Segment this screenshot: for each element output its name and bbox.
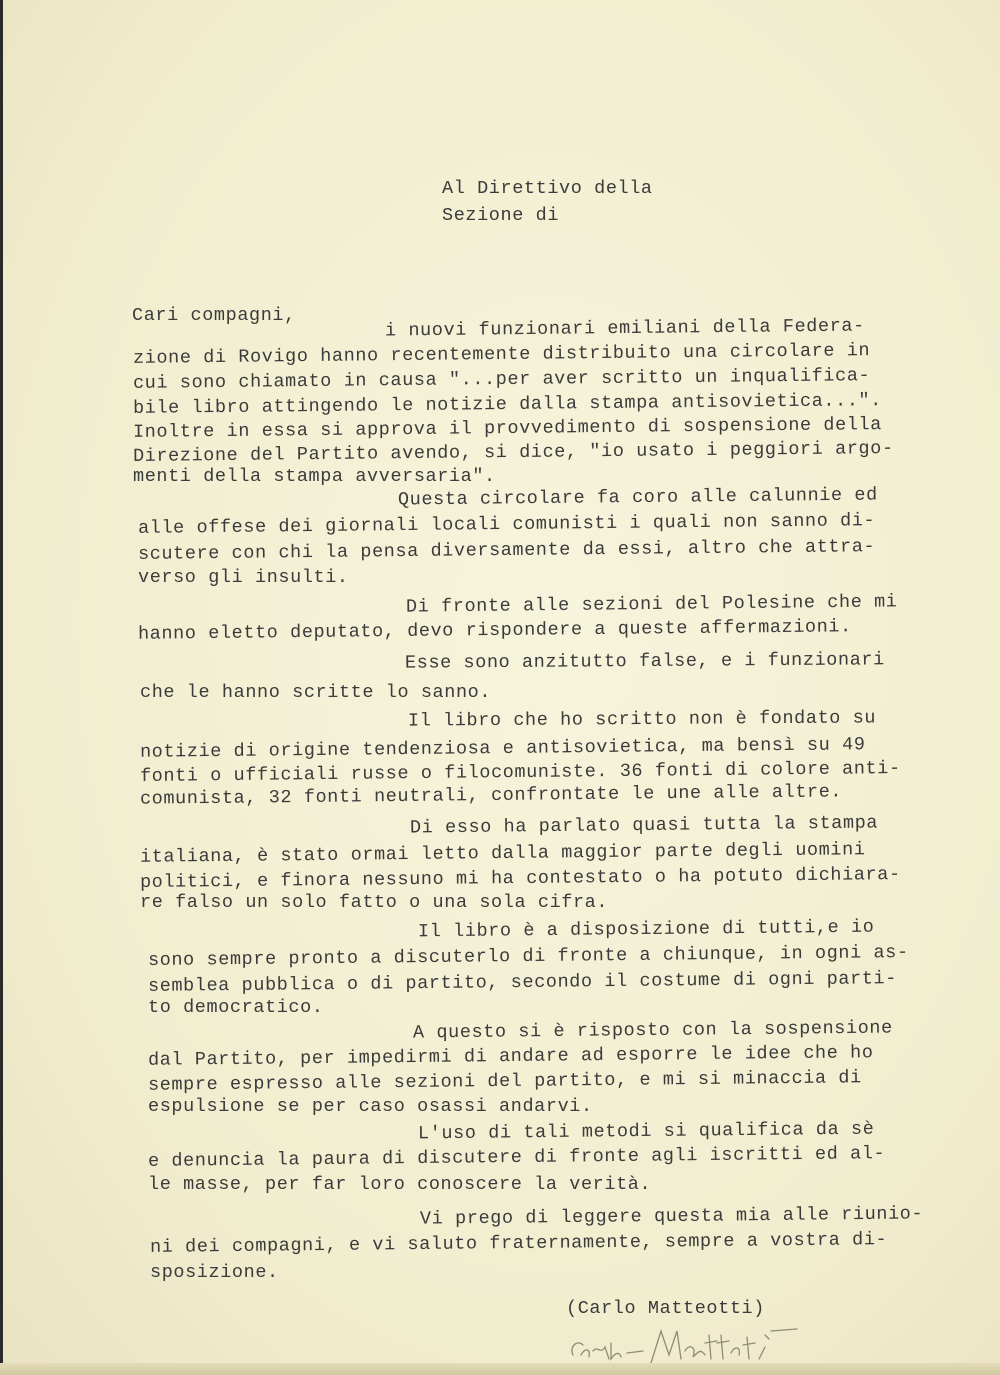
body-line: sposizione. <box>150 1262 279 1283</box>
salutation: Cari compagni, <box>132 305 296 326</box>
scan-bottom-edge <box>0 1363 1000 1375</box>
body-line: le masse, per far loro conoscere la verità. <box>148 1174 652 1195</box>
body-line: comunista, 32 fonti neutrali, confrontate le une alle altre. <box>139 781 843 810</box>
body-line: L'uso di tali metodi si qualifica da sè <box>417 1118 875 1145</box>
body-line: Direzione del Partito avendo, si dice, "io usato i peggiori argo- <box>132 438 894 467</box>
body-line: re falso un solo fatto o una sola cifra. <box>140 892 609 913</box>
body-line: hanno eletto deputato, devo rispondere a queste affermazioni. <box>137 616 852 645</box>
body-line: e denuncia la paura di discutere di fronte agli iscritti ed al- <box>147 1143 886 1172</box>
body-line: to democratico. <box>148 997 324 1018</box>
body-line: notizie di origine tendenziosa e antisovietica, ma bensì su 49 <box>139 734 866 763</box>
body-line: fonti o ufficiali russe o filocomuniste. 36 fonti di colore anti- <box>139 758 901 787</box>
body-line: Di esso ha parlato quasi tutta la stampa <box>409 812 879 839</box>
signer-name: (Carlo Matteotti) <box>566 1298 765 1319</box>
body-line: Il libro che ho scritto non è fondato su <box>407 707 877 732</box>
body-line: Inoltre in essa si approva il provvedimento di sospensione della <box>132 414 883 443</box>
body-line: che le hanno scritte lo sanno. <box>140 682 492 703</box>
body-line: Esse sono anzitutto false, e i funzionari <box>404 649 885 674</box>
body-line: italiana, è stato ormai letto dalla maggior parte degli uomini <box>139 839 866 868</box>
scan-edge <box>0 0 3 1375</box>
body-line: ni dei compagni, e vi saluto fraternamente, sempre a vostra di- <box>149 1229 888 1258</box>
body-line: cui sono chiamato in causa "...per aver scritto un inqualifica- <box>132 365 871 394</box>
body-line: alle offese dei giornali locali comunisti i quali non sanno di- <box>137 510 876 539</box>
body-line: i nuovi funzionari emiliani della Federa- <box>384 315 865 342</box>
body-line: A questo si è risposto con la sospensione <box>412 1017 893 1044</box>
addressee-line-1: Al Direttivo della <box>442 178 653 199</box>
body-line: Il libro è a disposizione di tutti,e io <box>417 916 875 943</box>
body-line: bile libro attingendo le notizie dalla stampa antisovietica...". <box>132 390 883 419</box>
body-line: verso gli insulti. <box>138 567 349 588</box>
body-line: dal Partito, per impedirmi di andare ad esporre le idee che ho <box>147 1042 874 1071</box>
body-line: Di fronte alle sezioni del Polesine che mi <box>405 591 898 618</box>
addressee-line-2: Sezione di <box>442 205 560 226</box>
body-line: sono sempre pronto a discuterlo di fronte a chiunque, in ogni as- <box>147 942 909 971</box>
body-line: espulsione se per caso osassi andarvi. <box>148 1096 593 1117</box>
body-line: sempre espresso alle sezioni del partito, e mi si minaccia di <box>147 1067 862 1096</box>
body-line: menti della stampa avversaria". <box>133 466 496 487</box>
body-line: semblea pubblica o di partito, secondo il costume di ogni parti- <box>147 968 898 997</box>
body-line: Vi prego di leggere questa mia alle riunio- <box>419 1203 924 1230</box>
body-line: Questa circolare fa coro alle calunnie ed <box>397 484 878 511</box>
body-line: scutere con chi la pensa diversamente da essi, altro che attra- <box>137 536 876 565</box>
body-line: politici, e finora nessuno mi ha contestato o ha potuto dichiara- <box>139 864 901 893</box>
body-line: zione di Rovigo hanno recentemente distribuito una circolare in <box>132 340 871 369</box>
